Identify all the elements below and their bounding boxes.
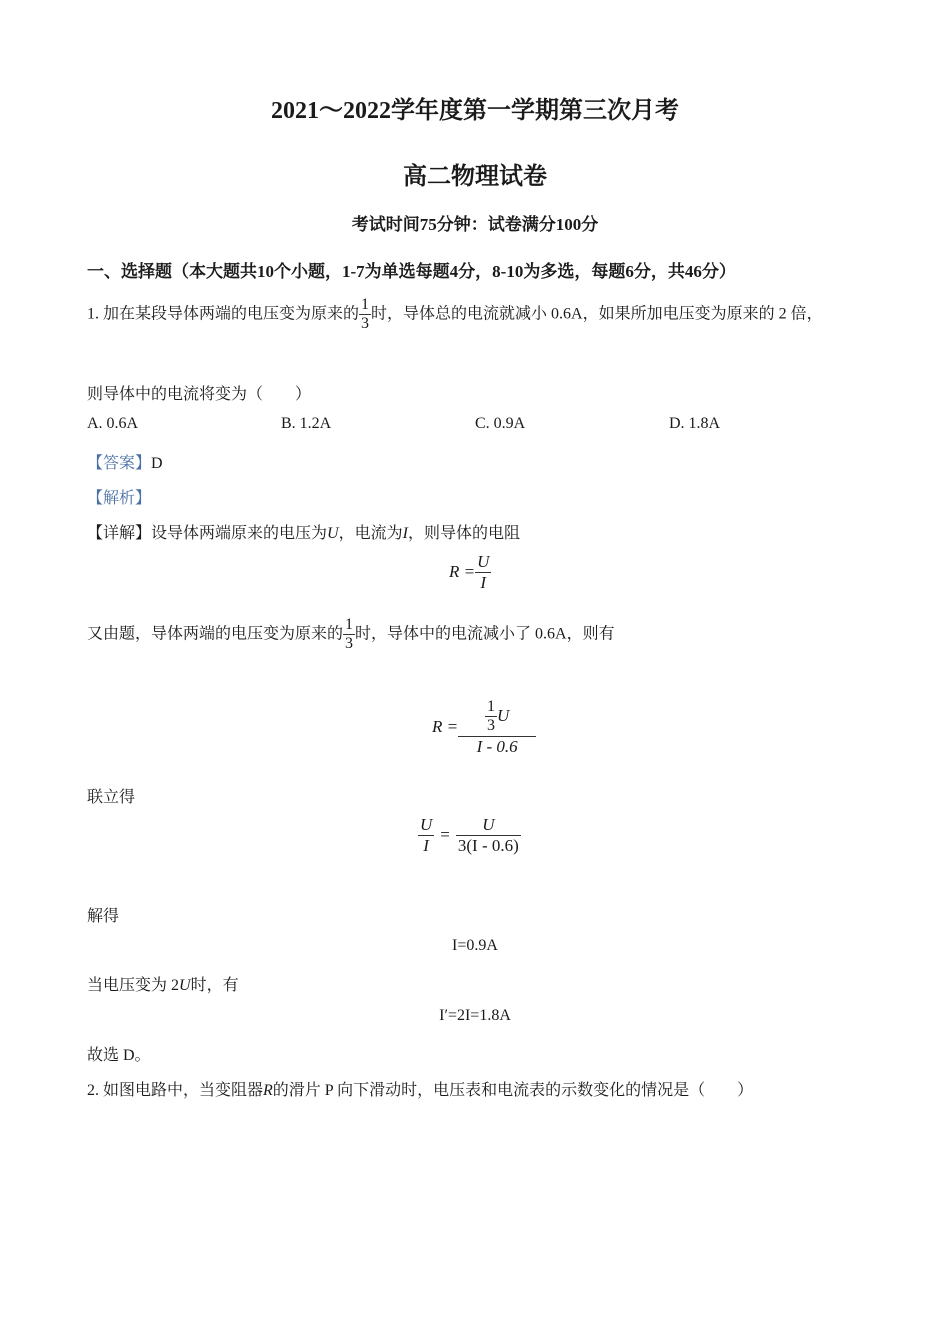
answer-line	[87, 450, 163, 473]
q1-fraction: $\frac{1}{3}$	[361, 296, 370, 333]
text2-b: 时，导体中的电流减小了 0.6A，则有	[355, 625, 615, 643]
question-1-line2: 则导体中的电流将变为（ ）	[87, 386, 312, 403]
text2-a: 又由题，导体两端的电压变为原来的	[87, 625, 344, 643]
option-b: B. 1.2A	[281, 415, 332, 432]
conclusion: 故选 D。	[87, 1047, 151, 1064]
eq2-numerator: $\frac{1}{3}$ U	[486, 698, 510, 735]
q2-text-b: 的滑片 P 向下滑动时，电压表和电流表的示数变化的情况是（ ）	[272, 1082, 754, 1099]
eq2-lhs: R =	[432, 717, 459, 737]
text3-u: U	[179, 977, 191, 994]
section-heading: 一、选择题（本大题共10个小题，1-7为单选每题4分，8-10为多选，每题6分，共46分）	[87, 262, 736, 281]
question-1-line1	[87, 296, 823, 334]
option-d: D. 1.8A	[669, 415, 721, 432]
detail-tag: 【详解】	[87, 525, 152, 542]
option-c: C. 0.9A	[475, 415, 526, 432]
option-a: A. 0.6A	[87, 415, 139, 432]
question-2	[87, 1077, 753, 1100]
eq3-right-fraction: $\frac{U}{3(I - 0.6)}$	[457, 815, 519, 855]
equation-3	[418, 815, 521, 855]
analysis-tag: 【解析】	[87, 490, 152, 507]
voltage-2u-line	[87, 972, 239, 995]
answer-tag: 【答案】	[87, 455, 152, 472]
detail-u: U	[327, 525, 339, 542]
q1-text-a: 1. 加在某段导体两端的电压变为原来的	[87, 305, 360, 323]
eq3-equals: =	[440, 825, 450, 845]
text3-b: 时，有	[190, 977, 239, 994]
equation-2	[432, 698, 536, 756]
detail-end: ，则导体的电阻	[407, 525, 520, 542]
text3-a: 当电压变为 2	[87, 977, 180, 994]
eq3-left-fraction: $\frac{U}{I}$	[420, 815, 433, 855]
exam-title: 2021～2022学年度第一学期第三次月考	[271, 98, 679, 124]
q2-text-a: 2. 如图电路中，当变阻器	[87, 1082, 264, 1099]
eq2-fraction	[458, 698, 536, 756]
detail-i: I	[402, 525, 408, 542]
text2-fraction: $\frac{1}{3}$	[345, 616, 354, 653]
explanation-line-2	[87, 616, 615, 654]
result-1: I=0.9A	[452, 937, 498, 954]
lianli-text: 联立得	[87, 789, 136, 806]
q1-text-b: 时，导体总的电流就减小 0.6A，如果所加电压变为原来的 2 倍，	[371, 305, 823, 323]
q2-r: R	[263, 1082, 273, 1099]
detail-mid: ，电流为	[338, 525, 403, 542]
eq2-inner-fraction: $\frac{1}{3}$	[486, 698, 495, 735]
detail-line	[87, 520, 520, 543]
detail-text: 设导体两端原来的电压为	[151, 525, 328, 542]
exam-info: 考试时间75分钟：试卷满分100分	[351, 215, 599, 234]
exam-subtitle: 高二物理试卷	[403, 164, 547, 190]
jiede-text: 解得	[87, 908, 120, 925]
result-2: I′=2I=1.8A	[439, 1007, 511, 1024]
answer-value: D	[151, 455, 163, 472]
eq2-denominator: I - 0.6	[458, 736, 536, 757]
eq1-fraction: $\frac{U}{I}$	[477, 552, 490, 592]
equation-1	[449, 552, 491, 592]
eq1-lhs: R =	[449, 562, 476, 582]
